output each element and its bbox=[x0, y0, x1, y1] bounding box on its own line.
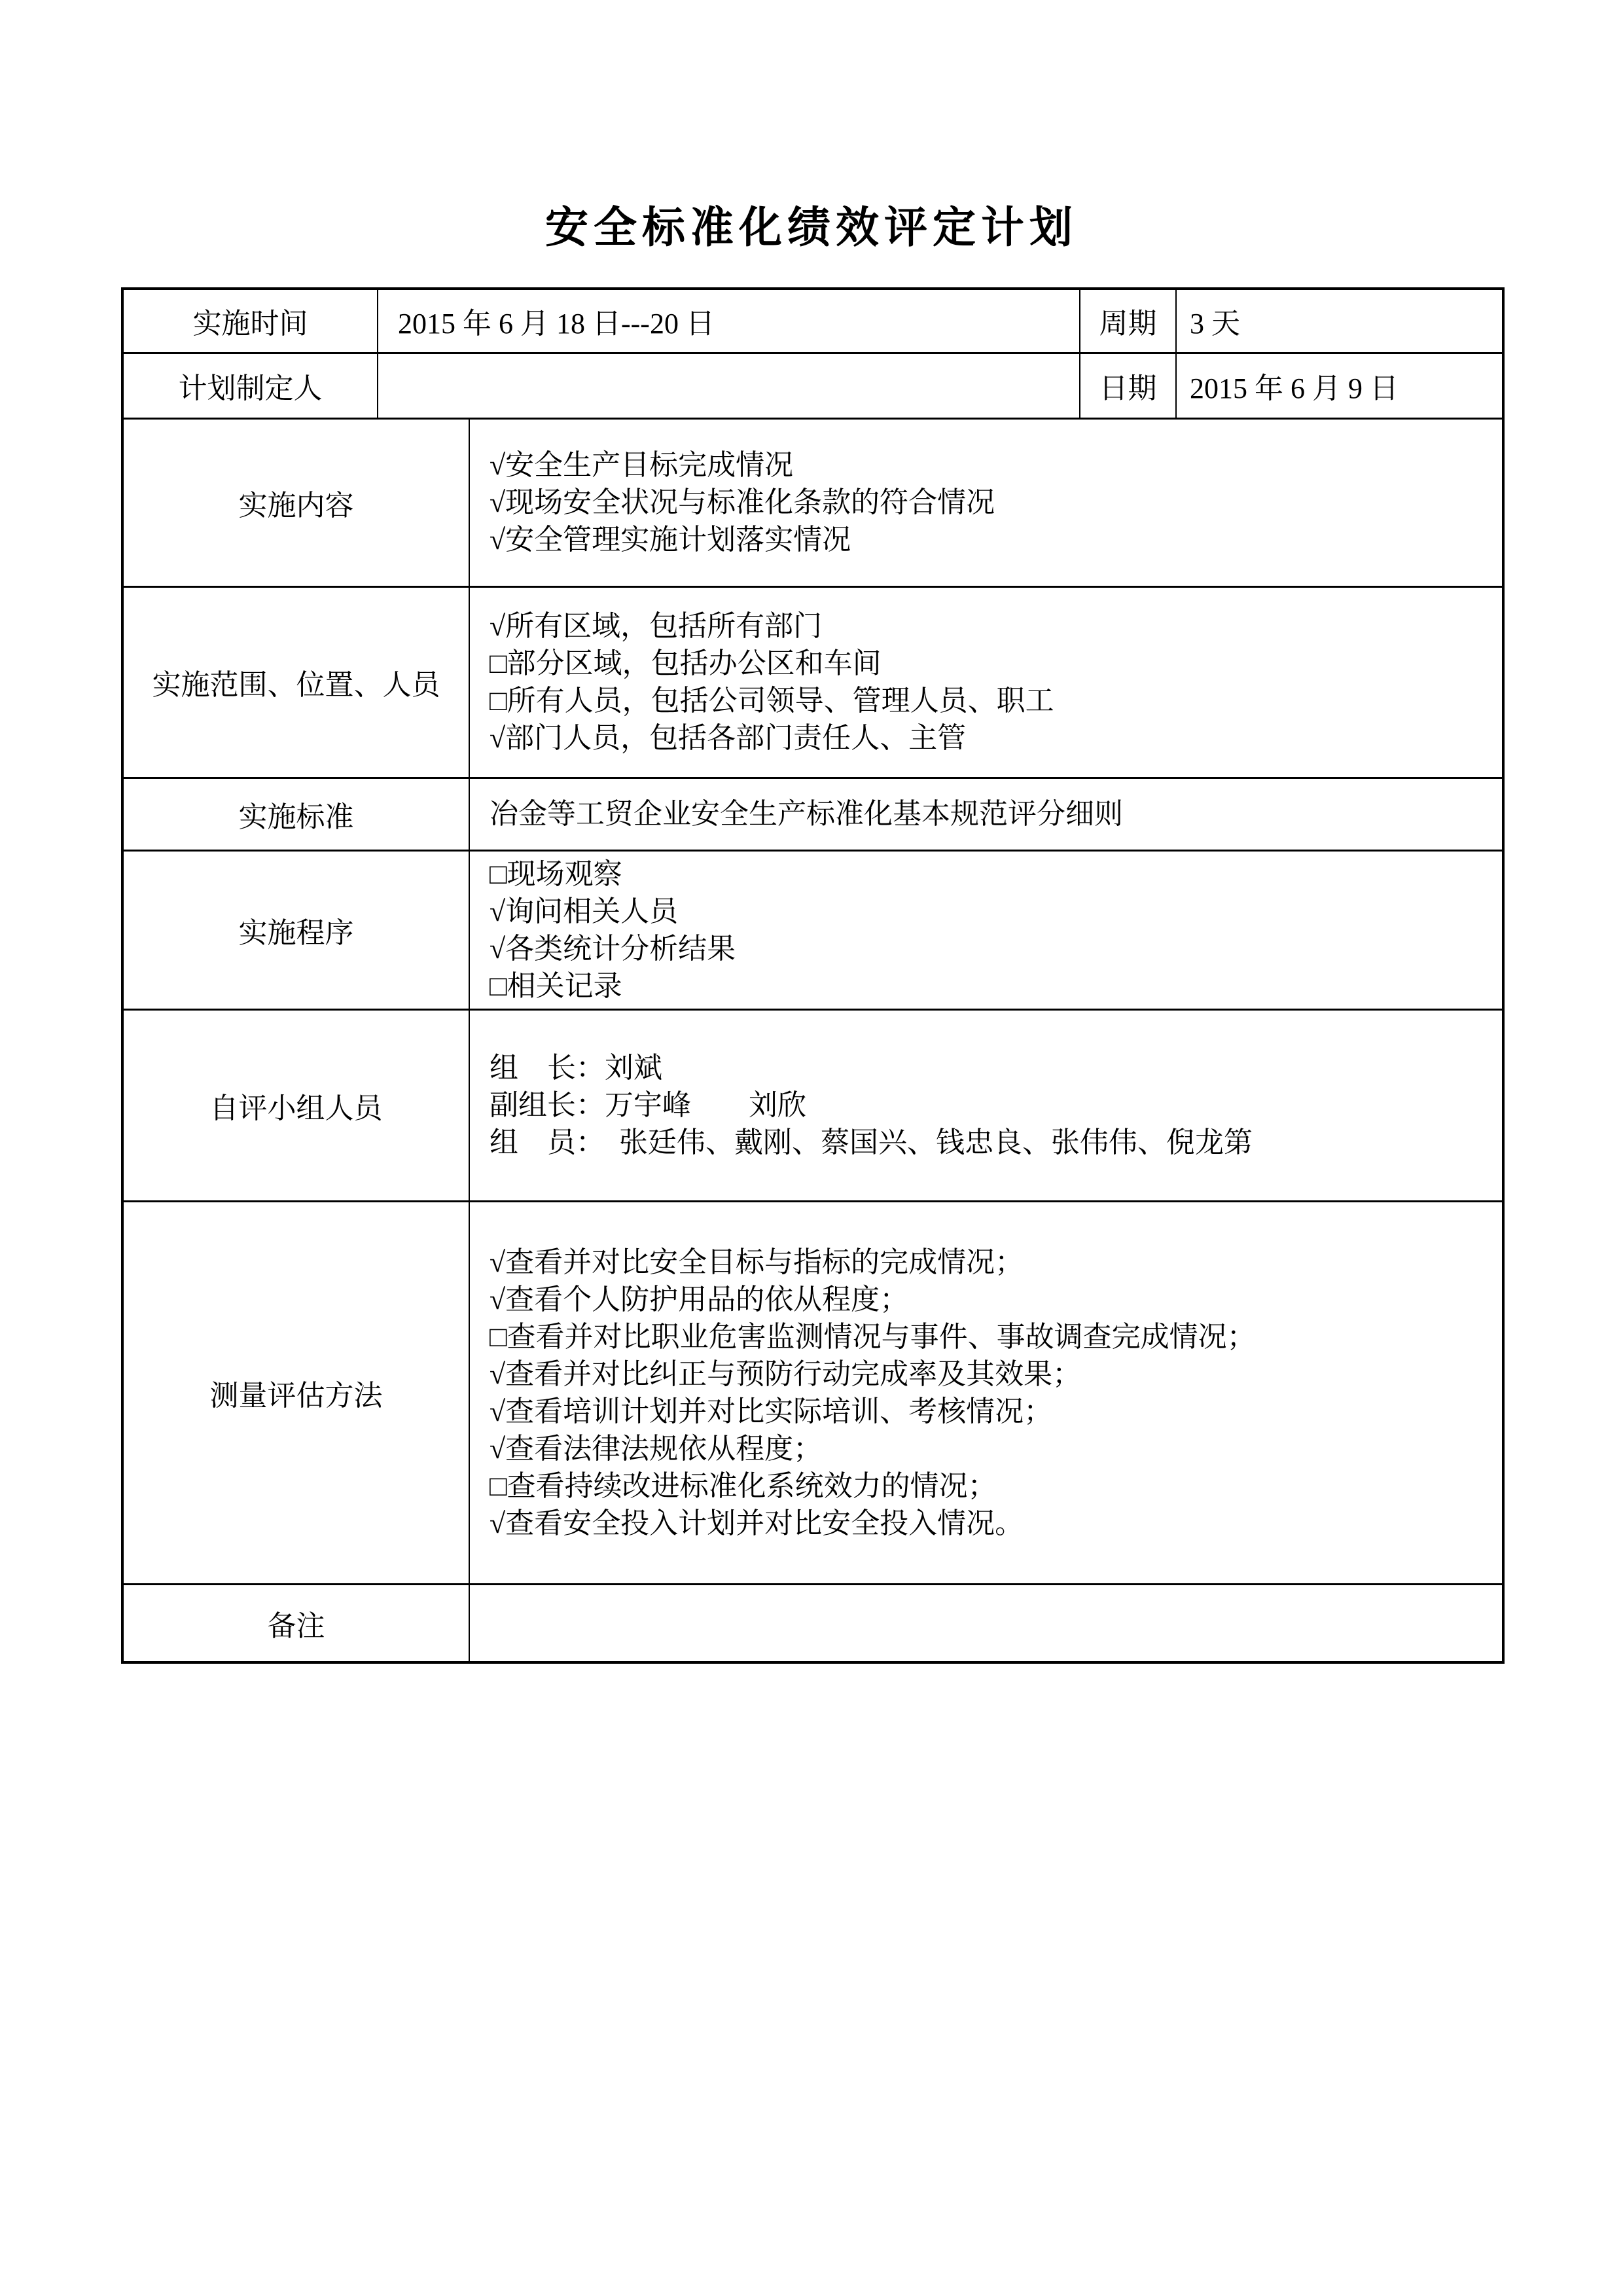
cycle-value-cell: 3 天 bbox=[1176, 289, 1503, 353]
plan-maker-value-cell bbox=[378, 353, 1080, 418]
row-self-evaluation-team bbox=[122, 1009, 1503, 1201]
content-line: √查看并对比安全目标与指标的完成情况； bbox=[490, 1246, 1024, 1278]
content-line: 副组长：万宇峰 刘欣 bbox=[490, 1089, 806, 1121]
content-line: √所有区域，包括所有部门 bbox=[490, 610, 823, 642]
date-label-cell: 日期 bbox=[1080, 353, 1176, 418]
content-line: □部分区域，包括办公区和车间 bbox=[490, 647, 882, 679]
self-evaluation-team-label-cell: 自评小组人员 bbox=[122, 1009, 469, 1201]
implementation-time-label-cell: 实施时间 bbox=[122, 289, 378, 353]
content-line: □现场观察 bbox=[490, 857, 622, 890]
content-line: □相关记录 bbox=[490, 969, 622, 1002]
content-line: √查看法律法规依从程度； bbox=[490, 1432, 823, 1465]
row-implementation-time bbox=[122, 289, 1503, 353]
content-line: 冶金等工贸企业安全生产标准化基本规范评分细则 bbox=[490, 798, 1123, 830]
row-measurement-evaluation-method bbox=[122, 1201, 1503, 1584]
content-line: √查看培训计划并对比实际培训、考核情况； bbox=[490, 1395, 1053, 1427]
content-line: □查看并对比职业危害监测情况与事件、事故调查完成情况； bbox=[490, 1320, 1256, 1353]
remarks-label-cell: 备注 bbox=[122, 1584, 469, 1662]
implementation-standard-value-cell bbox=[469, 778, 1503, 850]
remarks-value-cell bbox=[469, 1584, 1503, 1662]
row-implementation-scope bbox=[122, 586, 1503, 778]
content-line: □所有人员，包括公司领导、管理人员、职工 bbox=[490, 685, 1054, 717]
content-line: √查看并对比纠正与预防行动完成率及其效果； bbox=[490, 1357, 1082, 1390]
row-remarks bbox=[122, 1584, 1503, 1662]
content-line: √各类统计分析结果 bbox=[490, 932, 736, 965]
content-line: □查看持续改进标准化系统效力的情况； bbox=[490, 1469, 997, 1502]
implementation-procedure-value-cell bbox=[469, 850, 1503, 1009]
row-implementation-content bbox=[122, 418, 1503, 586]
plan-maker-label-cell: 计划制定人 bbox=[122, 353, 378, 418]
content-line: √安全生产目标完成情况 bbox=[490, 449, 794, 481]
implementation-scope-value-cell bbox=[469, 586, 1503, 778]
content-line: √安全管理实施计划落实情况 bbox=[490, 524, 851, 556]
row-implementation-standard bbox=[122, 778, 1503, 850]
evaluation-plan-table bbox=[121, 287, 1505, 1664]
content-line: √查看个人防护用品的依从程度； bbox=[490, 1283, 909, 1316]
row-implementation-procedure bbox=[122, 850, 1503, 1009]
implementation-scope-label-cell: 实施范围、位置、人员 bbox=[122, 586, 469, 778]
content-line: 组 员： 张廷伟、戴刚、蔡国兴、钱忠良、张伟伟、倪龙第 bbox=[490, 1126, 1253, 1158]
cycle-label-cell: 周期 bbox=[1080, 289, 1176, 353]
content-line: √询问相关人员 bbox=[490, 895, 679, 927]
content-line: 组 长：刘斌 bbox=[490, 1052, 662, 1084]
implementation-content-label-cell: 实施内容 bbox=[122, 418, 469, 586]
content-line: √现场安全状况与标准化条款的符合情况 bbox=[490, 486, 995, 518]
implementation-time-value-cell: 2015 年 6 月 18 日---20 日 bbox=[378, 289, 1080, 353]
self-evaluation-team-value-cell bbox=[469, 1009, 1503, 1201]
measurement-evaluation-method-value-cell bbox=[469, 1201, 1503, 1584]
implementation-content-value-cell bbox=[469, 418, 1503, 586]
implementation-standard-label-cell: 实施标准 bbox=[122, 778, 469, 850]
measurement-evaluation-method-label-cell: 测量评估方法 bbox=[122, 1201, 469, 1584]
row-plan-maker bbox=[122, 353, 1503, 418]
document-title: 安全标准化绩效评定计划 bbox=[545, 204, 1078, 252]
content-line: √查看安全投入计划并对比安全投入情况。 bbox=[490, 1507, 1024, 1539]
implementation-procedure-label-cell: 实施程序 bbox=[122, 850, 469, 1009]
date-value-cell: 2015 年 6 月 9 日 bbox=[1176, 353, 1503, 418]
content-line: √部门人员，包括各部门责任人、主管 bbox=[490, 722, 967, 754]
